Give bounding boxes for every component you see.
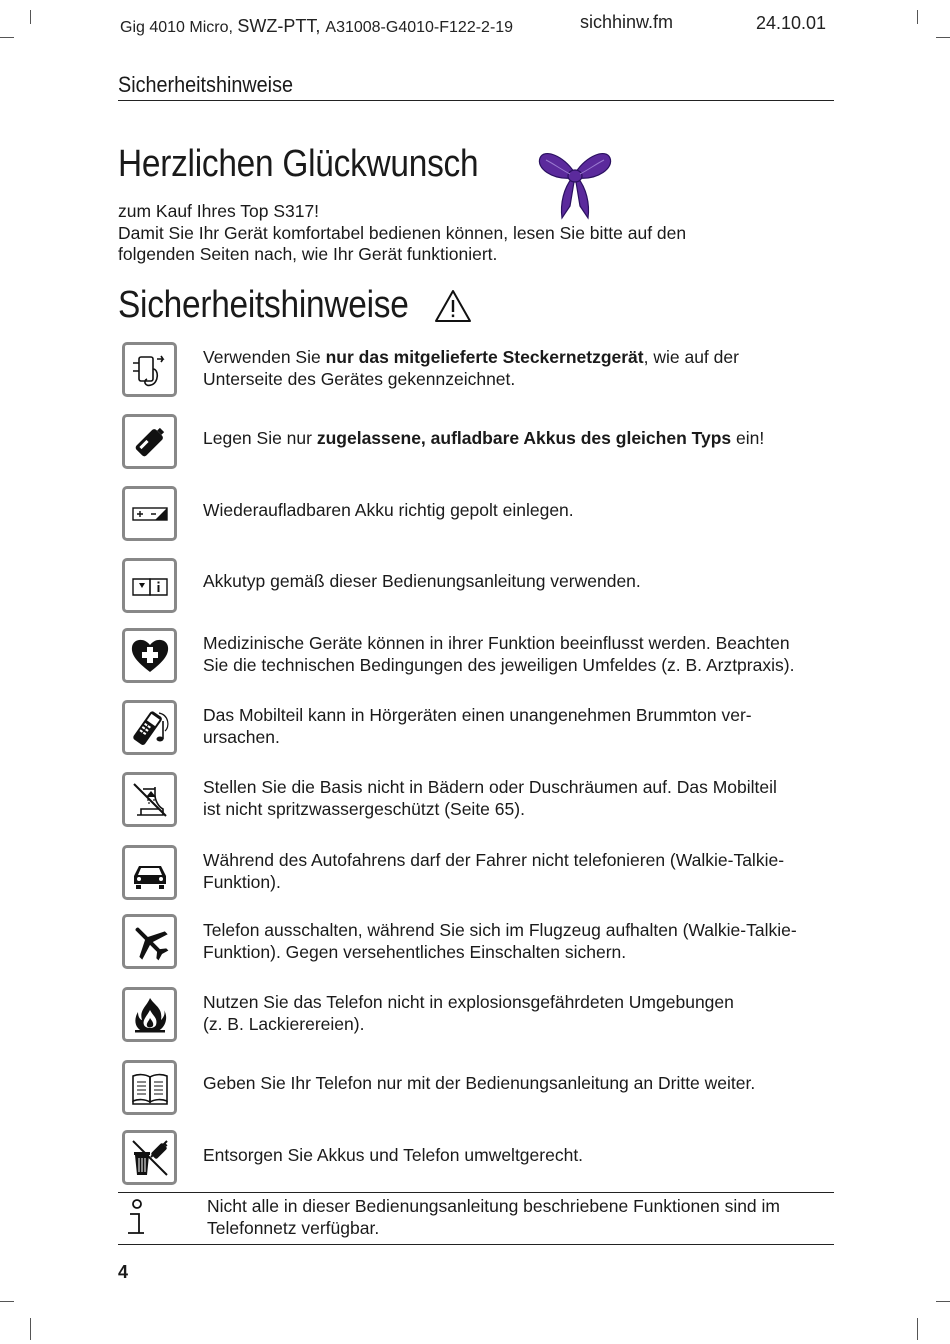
safety-item-text: Wiederaufladbaren Akku richtig gepolt einlegen. bbox=[203, 500, 574, 520]
safety-item bbox=[122, 700, 842, 760]
safety-item-text: Geben Sie Ihr Telefon nur mit der Bedienungsanleitung an Dritte weiter. bbox=[203, 1073, 756, 1093]
document-date: 24.10.01 bbox=[756, 13, 827, 33]
safety-item bbox=[122, 772, 842, 832]
safety-item-text: Akkutyp gemäß dieser Bedienungsanleitung verwenden. bbox=[203, 571, 641, 591]
safety-item bbox=[122, 914, 842, 974]
congrats-line: folgenden Seiten nach, wie Ihr Gerät funktioniert. bbox=[118, 244, 498, 264]
note-bottom-rule bbox=[118, 1244, 834, 1245]
header-rule bbox=[118, 100, 834, 101]
safety-item-text: Nutzen Sie das Telefon nicht in explosionsgefährdeten Umgebungen (z. B. Lackierereien). bbox=[203, 992, 734, 1034]
safety-item-text: Verwenden Sie nur das mitgelieferte Steckernetzgerät, wie auf der Unterseite des Gerätes gekennzeichnet. bbox=[203, 347, 739, 389]
crop-mark bbox=[0, 1301, 14, 1302]
battery-polarity-icon bbox=[122, 486, 177, 541]
safety-item bbox=[122, 1060, 842, 1120]
safety-item bbox=[122, 628, 842, 688]
car-icon bbox=[122, 845, 177, 900]
safety-item-text: Legen Sie nur zugelassene, aufladbare Akkus des gleichen Typs ein! bbox=[203, 428, 765, 448]
congrats-line: Damit Sie Ihr Gerät komfortabel bedienen können, lesen Sie bitte auf den bbox=[118, 222, 687, 243]
document-meta bbox=[120, 16, 513, 37]
info-icon bbox=[124, 1198, 150, 1238]
medical-heart-icon bbox=[122, 628, 177, 683]
emphasis: zugelassene, aufladbare Akkus des gleichen Typs bbox=[316, 428, 732, 448]
meta-code: A31008-G4010-F122-2-19 bbox=[325, 19, 514, 36]
safety-item bbox=[122, 558, 842, 618]
crop-mark bbox=[936, 37, 950, 38]
open-book-icon bbox=[122, 1060, 177, 1115]
battery-icon bbox=[122, 414, 177, 469]
crop-mark bbox=[917, 1318, 918, 1340]
power-adapter-icon bbox=[122, 342, 177, 397]
emphasis: nur das mitgelieferte Steckernetzgerät bbox=[325, 347, 644, 367]
no-shower-icon bbox=[122, 772, 177, 827]
safety-item bbox=[122, 486, 842, 546]
crop-mark bbox=[30, 1318, 31, 1340]
congrats-title: Herzlichen Glückwunsch bbox=[118, 143, 479, 185]
safety-item-text: Das Mobilteil kann in Hörgeräten einen unangenehmen Brummton ver- ursachen. bbox=[203, 705, 752, 747]
explosion-fire-icon bbox=[122, 987, 177, 1042]
document-filename: sichhinw.fm bbox=[580, 12, 674, 32]
congrats-text bbox=[118, 201, 818, 266]
safety-item-text: Während des Autofahrens darf der Fahrer nicht telefonieren (Walkie-Talkie- Funktion). bbox=[203, 850, 785, 892]
page-number: 4 bbox=[118, 1262, 129, 1282]
disposal-bin-icon bbox=[122, 1130, 177, 1185]
safety-item bbox=[122, 845, 842, 905]
safety-title: Sicherheitshinweise bbox=[118, 284, 409, 326]
crop-mark bbox=[917, 10, 918, 24]
safety-item-text: Medizinische Geräte können in ihrer Funktion beeinflusst werden. Beachten Sie die technischen Bedingungen des jeweiligen Umfeldes (z. B. Arztpraxis). bbox=[203, 633, 795, 675]
safety-item bbox=[122, 987, 842, 1047]
manual-info-icon bbox=[122, 558, 177, 613]
meta-variant: SWZ-PTT, bbox=[237, 16, 326, 36]
safety-item-text: Entsorgen Sie Akkus und Telefon umweltgerecht. bbox=[203, 1145, 584, 1165]
crop-mark bbox=[0, 37, 14, 38]
info-note bbox=[118, 1192, 834, 1244]
note-text: Nicht alle in dieser Bedienungsanleitung beschriebene Funktionen sind im Telefonnetz verfügbar. bbox=[207, 1196, 780, 1238]
safety-item bbox=[122, 414, 842, 474]
section-header: Sicherheitshinweise bbox=[118, 72, 293, 97]
safety-item bbox=[122, 1130, 842, 1190]
airplane-icon bbox=[122, 914, 177, 969]
safety-item-text: Stellen Sie die Basis nicht in Bädern oder Duschräumen auf. Das Mobilteil ist nicht spritzwassergeschützt (Seite 65). bbox=[203, 777, 777, 819]
crop-mark bbox=[30, 10, 31, 24]
meta-model: Gig 4010 Micro, bbox=[120, 19, 238, 36]
handset-hearing-aid-icon bbox=[122, 700, 177, 755]
warning-icon bbox=[433, 288, 473, 324]
safety-item bbox=[122, 342, 842, 402]
crop-mark bbox=[936, 1301, 950, 1302]
congrats-line: zum Kauf Ihres Top S317! bbox=[118, 201, 320, 221]
safety-item-text: Telefon ausschalten, während Sie sich im Flugzeug aufhalten (Walkie-Talkie- Funktion). Gegen versehentliches Einschalten sichern. bbox=[203, 920, 797, 962]
